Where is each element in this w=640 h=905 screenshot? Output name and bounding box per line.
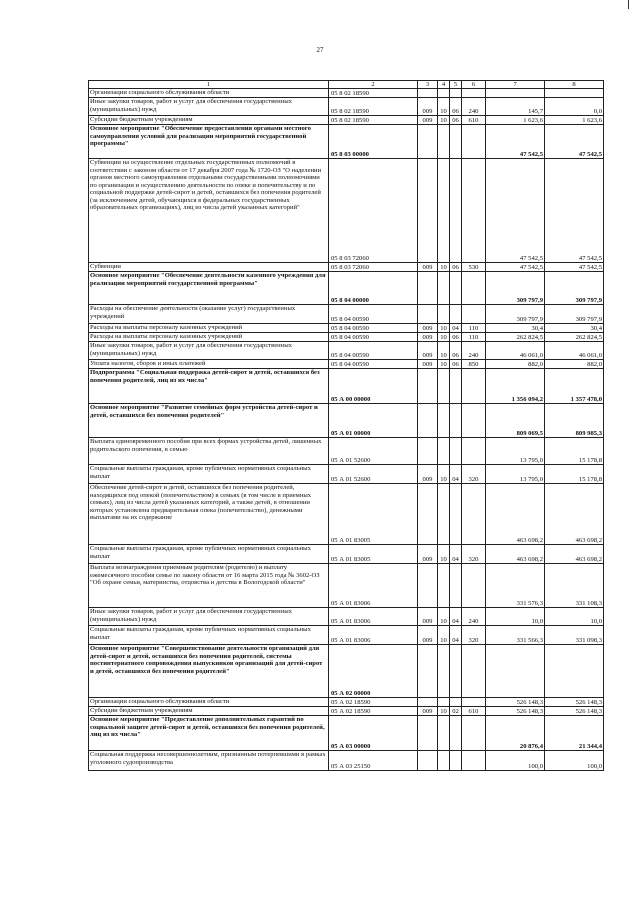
table-row — [89, 342, 604, 360]
header-row — [89, 81, 604, 89]
row-code: 05 А 02 18590 — [329, 707, 418, 716]
table-row — [89, 369, 604, 404]
row-code: 05 А 00 00000 — [329, 369, 418, 404]
row-code: 05 8 02 18590 — [329, 98, 418, 116]
column-header: 7 — [486, 81, 545, 89]
row-subsection — [450, 89, 462, 98]
row-code: 05 А 01 83005 — [329, 484, 418, 545]
row-code: 05 А 03 25150 — [329, 751, 418, 771]
row-amount-year2: 262 824,5 — [545, 333, 604, 342]
row-name: Социальная поддержка несовершеннолетним, признанным потерпевшими в рамках уголовного судопроизводства — [89, 751, 329, 771]
table-row — [89, 484, 604, 545]
row-subsection: 04 — [450, 626, 462, 645]
row-amount-year1: 331 576,3 — [486, 564, 545, 608]
row-ministry: 009 — [418, 545, 438, 564]
table-row — [89, 698, 604, 707]
column-header: 6 — [462, 81, 486, 89]
row-expense-type: 110 — [462, 333, 486, 342]
row-code: 05 8 04 00590 — [329, 342, 418, 360]
row-amount-year1: 882,0 — [486, 360, 545, 369]
row-subsection: 04 — [450, 608, 462, 626]
row-expense-type — [462, 716, 486, 751]
row-code: 05 8 02 18590 — [329, 89, 418, 98]
row-code: 05 А 01 83006 — [329, 608, 418, 626]
row-amount-year1: 47 542,5 — [486, 125, 545, 159]
row-amount-year2: 15 178,8 — [545, 465, 604, 484]
row-code: 05 А 01 00000 — [329, 404, 418, 438]
row-amount-year2: 47 542,5 — [545, 125, 604, 159]
budget-table — [88, 80, 604, 771]
row-amount-year1: 46 061,0 — [486, 342, 545, 360]
row-expense-type — [462, 645, 486, 698]
row-code: 05 8 04 00590 — [329, 333, 418, 342]
table-row — [89, 716, 604, 751]
row-subsection — [450, 272, 462, 305]
row-section: 10 — [438, 342, 450, 360]
column-header: 1 — [89, 81, 329, 89]
row-expense-type: 320 — [462, 626, 486, 645]
row-amount-year2 — [545, 89, 604, 98]
row-subsection — [450, 305, 462, 324]
page-number: 27 — [316, 46, 324, 54]
row-subsection: 04 — [450, 545, 462, 564]
row-name: Основное мероприятие "Развитие семейных форм устройства детей-сирот и детей, оставшихся без попечения родителей" — [89, 404, 329, 438]
row-amount-year2: 47 542,5 — [545, 159, 604, 263]
row-section — [438, 645, 450, 698]
row-amount-year2 — [545, 645, 604, 698]
row-subsection — [450, 564, 462, 608]
row-amount-year1: 809 069,5 — [486, 404, 545, 438]
table-row — [89, 707, 604, 716]
row-section: 10 — [438, 545, 450, 564]
row-amount-year2: 30,4 — [545, 324, 604, 333]
row-subsection: 06 — [450, 342, 462, 360]
row-amount-year2: 882,0 — [545, 360, 604, 369]
row-name: Социальные выплаты гражданам, кроме публичных нормативных социальных выплат — [89, 465, 329, 484]
row-amount-year2: 463 698,2 — [545, 545, 604, 564]
row-amount-year2: 331 108,3 — [545, 564, 604, 608]
row-name: Основное мероприятие "Предоставление дополнительных гарантий по социальной защите детей-сирот и детей, оставшихся без попечения родителей, лиц из их числа" — [89, 716, 329, 751]
table-row — [89, 125, 604, 159]
row-name: Социальные выплаты гражданам, кроме публичных нормативных социальных выплат — [89, 626, 329, 645]
row-name: Иные закупки товаров, работ и услуг для обеспечения государственных (муниципальных) нужд — [89, 608, 329, 626]
row-amount-year1: 13 795,0 — [486, 465, 545, 484]
row-subsection — [450, 159, 462, 263]
row-subsection: 06 — [450, 98, 462, 116]
row-code: 05 8 04 00590 — [329, 360, 418, 369]
table-row — [89, 465, 604, 484]
row-section — [438, 564, 450, 608]
row-expense-type: 240 — [462, 608, 486, 626]
row-code: 05 А 01 83006 — [329, 626, 418, 645]
row-section: 10 — [438, 626, 450, 645]
row-amount-year2: 21 344,4 — [545, 716, 604, 751]
row-subsection: 04 — [450, 324, 462, 333]
row-section: 10 — [438, 263, 450, 272]
row-amount-year1: 10,0 — [486, 608, 545, 626]
row-subsection: 06 — [450, 360, 462, 369]
row-name: Обеспечение детей-сирот и детей, оставшихся без попечения родителей, находящихся под опекой (попечительством) в семьях (в том числе в приемных семьях), лиц из числа детей указанных категорий, а также детей, в отношении которых установлена предварительная опека (попечительство), денежными выплатами на их содержание — [89, 484, 329, 545]
row-ministry — [418, 369, 438, 404]
row-subsection — [450, 404, 462, 438]
row-amount-year2: 526 148,3 — [545, 698, 604, 707]
row-amount-year1: 526 148,3 — [486, 707, 545, 716]
row-section: 10 — [438, 324, 450, 333]
table-row — [89, 564, 604, 608]
row-amount-year2: 0,0 — [545, 98, 604, 116]
table-row — [89, 751, 604, 771]
column-header: 4 — [438, 81, 450, 89]
row-expense-type: 240 — [462, 98, 486, 116]
row-name: Основное мероприятие "Обеспечение деятельности казенного учреждения для реализации мероприятий государственной программы" — [89, 272, 329, 305]
row-section — [438, 159, 450, 263]
row-ministry: 009 — [418, 263, 438, 272]
row-code: 05 А 02 18590 — [329, 698, 418, 707]
table-row — [89, 89, 604, 98]
row-ministry — [418, 89, 438, 98]
row-ministry — [418, 751, 438, 771]
row-ministry: 009 — [418, 465, 438, 484]
row-amount-year1: 1 623,6 — [486, 116, 545, 125]
row-expense-type: 610 — [462, 116, 486, 125]
table-row — [89, 360, 604, 369]
row-ministry: 009 — [418, 626, 438, 645]
row-section: 10 — [438, 465, 450, 484]
row-amount-year1: 100,0 — [486, 751, 545, 771]
row-name: Основное мероприятие "Обеспечение предоставления органами местного самоуправления условий для реализации мероприятий государственной программы" — [89, 125, 329, 159]
row-expense-type — [462, 438, 486, 465]
row-ministry — [418, 305, 438, 324]
column-header: 8 — [545, 81, 604, 89]
column-header: 3 — [418, 81, 438, 89]
table-row — [89, 626, 604, 645]
row-ministry: 009 — [418, 608, 438, 626]
row-section — [438, 305, 450, 324]
row-section — [438, 484, 450, 545]
row-name: Организации социального обслуживания области — [89, 698, 329, 707]
row-ministry: 009 — [418, 360, 438, 369]
row-code: 05 8 04 00000 — [329, 272, 418, 305]
row-amount-year1: 526 148,3 — [486, 698, 545, 707]
row-amount-year2: 526 148,3 — [545, 707, 604, 716]
row-expense-type: 850 — [462, 360, 486, 369]
table-row — [89, 333, 604, 342]
row-name: Иные закупки товаров, работ и услуг для обеспечения государственных (муниципальных) нужд — [89, 342, 329, 360]
row-code: 05 А 01 83006 — [329, 564, 418, 608]
row-ministry: 009 — [418, 116, 438, 125]
row-expense-type — [462, 272, 486, 305]
edge-mark — [628, 0, 629, 9]
table-row — [89, 98, 604, 116]
row-ministry: 009 — [418, 333, 438, 342]
row-amount-year1: 331 566,3 — [486, 626, 545, 645]
row-amount-year1: 309 797,9 — [486, 305, 545, 324]
row-ministry — [418, 272, 438, 305]
row-section: 10 — [438, 707, 450, 716]
row-amount-year2: 100,0 — [545, 751, 604, 771]
row-subsection: 02 — [450, 707, 462, 716]
row-section — [438, 125, 450, 159]
row-subsection: 04 — [450, 465, 462, 484]
table-row — [89, 305, 604, 324]
row-expense-type: 110 — [462, 324, 486, 333]
row-ministry: 009 — [418, 98, 438, 116]
row-section — [438, 369, 450, 404]
row-name: Подпрограмма "Социальная поддержка детей-сирот и детей, оставшихся без попечения родителей, лиц из их числа" — [89, 369, 329, 404]
row-section — [438, 438, 450, 465]
row-subsection — [450, 645, 462, 698]
row-name: Субвенции — [89, 263, 329, 272]
row-code: 05 8 02 18590 — [329, 116, 418, 125]
row-subsection — [450, 125, 462, 159]
row-code: 05 8 03 72060 — [329, 159, 418, 263]
table-row — [89, 324, 604, 333]
row-amount-year1: 13 795,0 — [486, 438, 545, 465]
row-ministry: 009 — [418, 342, 438, 360]
row-expense-type — [462, 698, 486, 707]
row-amount-year2: 1 623,6 — [545, 116, 604, 125]
row-amount-year1: 145,7 — [486, 98, 545, 116]
row-section — [438, 716, 450, 751]
row-ministry — [418, 645, 438, 698]
row-amount-year2: 15 178,8 — [545, 438, 604, 465]
row-amount-year2: 47 542,5 — [545, 263, 604, 272]
row-section: 10 — [438, 116, 450, 125]
row-code: 05 8 03 72060 — [329, 263, 418, 272]
row-section — [438, 272, 450, 305]
row-subsection: 06 — [450, 333, 462, 342]
row-subsection — [450, 438, 462, 465]
row-expense-type: 530 — [462, 263, 486, 272]
row-name: Выплата единовременного пособия при всех формах устройства детей, лишенных родительского попечения, в семью — [89, 438, 329, 465]
row-ministry: 009 — [418, 707, 438, 716]
row-ministry — [418, 125, 438, 159]
row-code: 05 А 03 00000 — [329, 716, 418, 751]
row-name: Субсидии бюджетным учреждениям — [89, 116, 329, 125]
row-amount-year2: 809 985,3 — [545, 404, 604, 438]
row-amount-year2: 10,0 — [545, 608, 604, 626]
table-row — [89, 272, 604, 305]
row-code: 05 А 01 83005 — [329, 545, 418, 564]
row-expense-type — [462, 125, 486, 159]
row-subsection: 06 — [450, 263, 462, 272]
row-name: Расходы на выплаты персоналу казенных учреждений — [89, 333, 329, 342]
table-row — [89, 116, 604, 125]
row-expense-type — [462, 484, 486, 545]
row-code: 05 А 01 52600 — [329, 438, 418, 465]
row-section: 10 — [438, 98, 450, 116]
row-expense-type — [462, 369, 486, 404]
row-expense-type: 240 — [462, 342, 486, 360]
row-amount-year1: 47 542,5 — [486, 263, 545, 272]
row-expense-type — [462, 751, 486, 771]
row-name: Субсидии бюджетным учреждениям — [89, 707, 329, 716]
row-amount-year2: 46 061,0 — [545, 342, 604, 360]
row-expense-type — [462, 404, 486, 438]
row-name: Расходы на выплаты персоналу казенных учреждений — [89, 324, 329, 333]
table-row — [89, 263, 604, 272]
table-row — [89, 159, 604, 263]
row-subsection — [450, 751, 462, 771]
row-expense-type — [462, 305, 486, 324]
table-row — [89, 608, 604, 626]
row-name: Организации социального обслуживания области — [89, 89, 329, 98]
row-expense-type — [462, 159, 486, 263]
row-amount-year2: 331 098,3 — [545, 626, 604, 645]
row-expense-type: 320 — [462, 465, 486, 484]
row-code: 05 А 02 00000 — [329, 645, 418, 698]
row-section — [438, 404, 450, 438]
row-code: 05 8 04 00590 — [329, 305, 418, 324]
row-amount-year1: 262 824,5 — [486, 333, 545, 342]
row-amount-year1: 309 797,9 — [486, 272, 545, 305]
row-expense-type: 610 — [462, 707, 486, 716]
row-subsection — [450, 484, 462, 545]
row-ministry — [418, 404, 438, 438]
table-row — [89, 404, 604, 438]
row-name: Субвенции на осуществление отдельных государственных полномочий в соответствии с законом области от 17 декабря 2007 года № 1720-ОЗ "О наделении органов местного самоуправления отдельными государственными полномочиями по организации и осуществлению деятельности по опеке и попечительству и по социальной поддержке детей-сирот и детей, оставшихся без попечения родителей (за исключением детей, обучающихся в федеральных государственных образовательных организациях), лиц из числа детей указанных категорий" — [89, 159, 329, 263]
column-header: 5 — [450, 81, 462, 89]
row-code: 05 8 03 00000 — [329, 125, 418, 159]
column-header: 2 — [329, 81, 418, 89]
row-amount-year1 — [486, 645, 545, 698]
row-section — [438, 751, 450, 771]
row-amount-year1 — [486, 89, 545, 98]
row-name: Выплата вознаграждения приемным родителям (родителю) и выплату ежемесячного пособия семье по закону области от 16 марта 2015 года № 3602-ОЗ "Об охране семьи, материнства, отцовства и детства в Вологодской области" — [89, 564, 329, 608]
row-amount-year2: 309 797,9 — [545, 272, 604, 305]
row-ministry — [418, 564, 438, 608]
row-amount-year2: 463 698,2 — [545, 484, 604, 545]
row-ministry — [418, 484, 438, 545]
row-name: Основное мероприятие "Совершенствование деятельности организаций для детей-сирот и детей, оставшихся без попечения родителей, системы постинтернатного сопровождения выпускников организаций для детей-сирот и детей, оставшихся без попечения родителей" — [89, 645, 329, 698]
row-name: Иные закупки товаров, работ и услуг для обеспечения государственных (муниципальных) нужд — [89, 98, 329, 116]
row-expense-type — [462, 564, 486, 608]
row-subsection — [450, 716, 462, 751]
row-expense-type — [462, 89, 486, 98]
row-name: Социальные выплаты гражданам, кроме публичных нормативных социальных выплат — [89, 545, 329, 564]
row-subsection — [450, 369, 462, 404]
row-amount-year1: 1 356 094,2 — [486, 369, 545, 404]
row-ministry — [418, 438, 438, 465]
row-section: 10 — [438, 360, 450, 369]
row-code: 05 8 04 00590 — [329, 324, 418, 333]
row-subsection — [450, 698, 462, 707]
row-ministry: 009 — [418, 324, 438, 333]
table-row — [89, 645, 604, 698]
row-ministry — [418, 159, 438, 263]
row-section: 10 — [438, 333, 450, 342]
row-code: 05 А 01 52600 — [329, 465, 418, 484]
row-section — [438, 698, 450, 707]
row-name: Уплата налогов, сборов и иных платежей — [89, 360, 329, 369]
row-name: Расходы на обеспечение деятельности (оказание услуг) государственных учреждений — [89, 305, 329, 324]
row-ministry — [418, 698, 438, 707]
row-expense-type: 320 — [462, 545, 486, 564]
row-subsection: 06 — [450, 116, 462, 125]
row-amount-year1: 47 542,5 — [486, 159, 545, 263]
row-amount-year1: 20 876,4 — [486, 716, 545, 751]
row-section: 10 — [438, 608, 450, 626]
row-amount-year1: 463 698,2 — [486, 545, 545, 564]
row-section — [438, 89, 450, 98]
table-row — [89, 545, 604, 564]
row-amount-year2: 309 797,9 — [545, 305, 604, 324]
row-ministry — [418, 716, 438, 751]
row-amount-year1: 30,4 — [486, 324, 545, 333]
row-amount-year2: 1 357 478,0 — [545, 369, 604, 404]
table-row — [89, 438, 604, 465]
row-amount-year1: 463 698,2 — [486, 484, 545, 545]
